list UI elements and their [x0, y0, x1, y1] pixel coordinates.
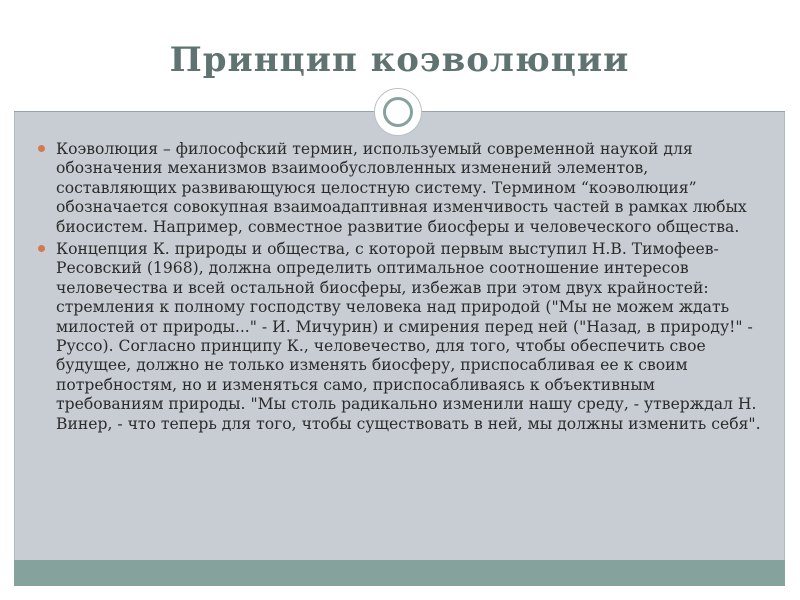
bullet-item: [36, 140, 766, 237]
bullet-text: Концепция К. природы и общества, с которой первым выступил Н.В. Тимофеев-Ресовский (1968), должна определить оптимальное соотношение интересов человечества и всей остальной биосферы, избежав при этом двух крайностей: стремления к полному господству человека над природой ("Мы не можем ждать милостей от природы..." - И. Мичурин) и смирения перед ней ("Назад, в природу!" - Руссо). Согласно принципу К., человечество, для того, чтобы обеспечить свое будущее, должно не только изменять биосферу, приспосабливая ее к своим потребностям, но и изменяться само, приспосабливаясь к объективным требованиям природы. "Мы столь радикально изменили нашу среду, - утверждал Н. Винер, - что теперь для того, чтобы существовать в ней, мы должны изменить себя".: [56, 240, 761, 433]
circle-ornament-icon: [374, 88, 422, 136]
footer-bar: [14, 560, 785, 586]
bullet-dot-icon: [38, 145, 45, 152]
bullet-dot-icon: [38, 245, 45, 252]
slide-content: [36, 140, 766, 437]
bullet-item: [36, 240, 766, 434]
bullet-text: Коэволюция – философский термин, используемый современной наукой для обозначения механизмов взаимообусловленных изменений элементов, составляющих развивающуюся целостную систему. Термином “коэволюция” обозначается совокупная взаимоадаптивная изменчивость частей в рамках любых биосистем. Например, совместное развитие биосферы и человеческого общества.: [56, 140, 747, 236]
slide-title: Принцип коэволюции: [169, 40, 630, 80]
